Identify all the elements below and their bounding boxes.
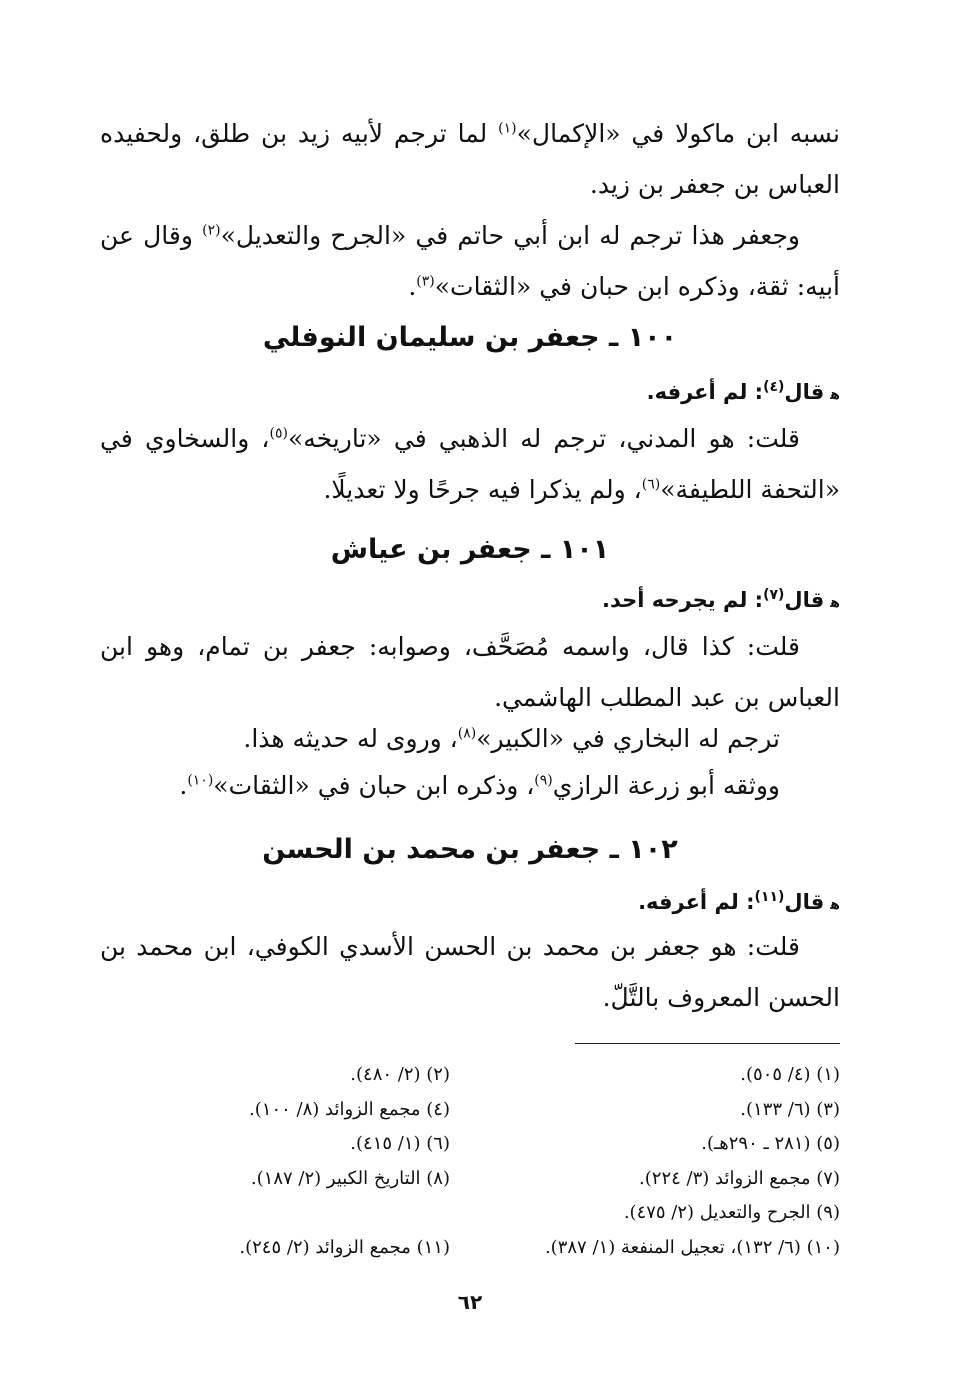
footnote-ref[interactable]: (١٠): [187, 772, 214, 789]
entry-heading-100: ١٠٠ ـ جعفر بن سليمان النوفلي: [262, 322, 678, 353]
entry-heading-102: ١٠٢ ـ جعفر بن محمد بن الحسن: [262, 834, 678, 865]
book-page: [100, 100, 840, 1360]
entry-heading-101: ١٠١ ـ جعفر بن عياش: [330, 534, 610, 565]
page-number: ٦٢: [457, 1290, 483, 1314]
qala-line-101: ﻫقال$^{(٧)}$: لم يجرحه أحد.: [601, 587, 840, 612]
footnote-item: (١١) مجمع الزوائد (٢/ ٢٤٥).: [239, 1236, 450, 1258]
footnote-row: [100, 1058, 840, 1093]
entry-body-101: قلت: كذا قال، واسمه مُصَحَّف، وصوابه: جعفر بن تمام، وهو ابن العباس بن عبد المطلب الهاشمي.: [100, 632, 840, 712]
intro-paragraph-1: نسبه ابن ماكولا في «الإكمال»$^{(١)}$ لما ترجم لأبيه زيد بن طلق، ولحفيده العباس بن جعفر بن زيد.: [100, 119, 841, 199]
entry-line-101-2: ترجم له البخاري في «الكبير»$^{(٨)}$، وروى له حديثه هذا.: [243, 724, 780, 753]
footnote-row: [100, 1127, 840, 1162]
footnote-ref[interactable]: (٤): [763, 379, 785, 395]
bullet-icon: ﻫ: [830, 387, 840, 403]
footnote-ref[interactable]: (٩): [534, 772, 553, 789]
qala-line-100: ﻫقال$^{(٤)}$: لم أعرفه.: [646, 379, 840, 404]
footnote-ref[interactable]: (١١): [754, 889, 785, 905]
footnote-divider: [575, 1043, 840, 1044]
footnote-item: (٥) (٢٨١ ـ ٢٩٠هـ).: [701, 1133, 840, 1154]
bullet-icon: ﻫ: [830, 595, 840, 611]
footnote-ref[interactable]: (٣): [416, 273, 435, 290]
footnote-ref[interactable]: (١): [498, 120, 517, 137]
footnote-row: [100, 1093, 840, 1128]
entry-line-101-3: ووثقه أبو زرعة الرازي$^{(٩)}$، وذكره ابن حبان في «الثقات»$^{(١٠)}$.: [179, 771, 780, 800]
footnote-ref[interactable]: (٨): [457, 725, 477, 742]
footnote-item: (٦) (١/ ٤١٥).: [350, 1133, 450, 1154]
footnote-row: [100, 1162, 840, 1197]
footnote-item: (٢) (٢/ ٤٨٠).: [350, 1064, 450, 1085]
qala-line-102: ﻫقال$^{(١١)}$: لم أعرفه.: [638, 889, 840, 914]
footnote-ref[interactable]: (٧): [763, 587, 785, 603]
footnote-row: [100, 1231, 840, 1266]
entry-body-100: قلت: هو المدني، ترجم له الذهبي في «تاريخه»$^{(٥)}$، والسخاوي في «التحفة اللطيفة»$^{(٦)}$، ولم يذكرا فيه جرحًا ولا تعديلًا.: [100, 424, 840, 504]
footnote-item: (٩) الجرح والتعديل (٢/ ٤٧٥).: [623, 1202, 840, 1223]
footnote-item: (٣) (٦/ ١٣٣).: [740, 1098, 840, 1120]
footnote-item: (٧) مجمع الزوائد (٣/ ٢٢٤).: [639, 1167, 840, 1189]
footnote-item: (١٠) (٦/ ١٣٢)، تعجيل المنفعة (١/ ٣٨٧).: [544, 1236, 840, 1258]
footnote-ref[interactable]: (٦): [641, 476, 661, 493]
footnote-item: (٨) التاريخ الكبير (٢/ ١٨٧).: [250, 1167, 450, 1189]
footnote-ref[interactable]: (٥): [269, 425, 288, 442]
footnote-item: (٤) مجمع الزوائد (٨/ ١٠٠).: [249, 1098, 450, 1120]
footnote-row: [100, 1196, 840, 1231]
footnote-item: (١) (٤/ ٥٠٥).: [740, 1064, 840, 1085]
footnote-item: [100, 1196, 450, 1231]
footnote-ref[interactable]: (٢): [202, 222, 221, 239]
bullet-icon: ﻫ: [830, 897, 840, 913]
entry-body-102: قلت: هو جعفر بن محمد بن الحسن الأسدي الكوفي، ابن محمد بن الحسن المعروف بالتَّلّ.: [100, 932, 840, 1012]
intro-paragraph-2: وجعفر هذا ترجم له ابن أبي حاتم في «الجرح والتعديل»$^{(٢)}$ وقال عن أبيه: ثقة، وذكره ابن حبان في «الثقات»$^{(٣)}$.: [100, 221, 840, 301]
footnotes: [100, 1058, 840, 1265]
